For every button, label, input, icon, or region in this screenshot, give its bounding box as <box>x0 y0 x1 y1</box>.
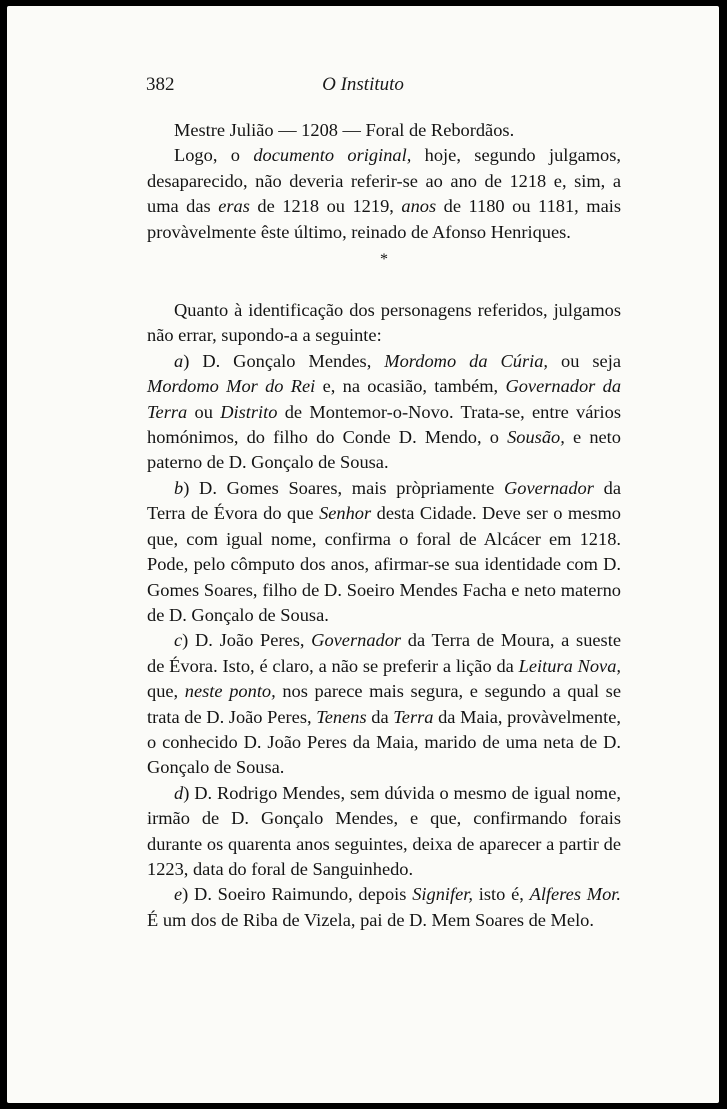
intro-line: Mestre Julião — 1208 — Foral de Rebordãos. <box>174 120 515 140</box>
text-run: isto é, <box>473 884 530 905</box>
page-body <box>147 118 621 933</box>
italic-run: Leitura Nova, <box>518 655 621 676</box>
text-run: ) D. Gomes Soares, mais pròpriamente <box>183 477 505 498</box>
italic-run: Alferes Mor. <box>529 884 621 905</box>
italic-run: Mordomo Mor do Rei <box>147 376 316 397</box>
text-run: que, <box>147 681 185 702</box>
text-run: nos parece mais segura, e segundo a qual se trata de D. João Peres, <box>147 681 621 727</box>
text-run: de Montemor-o-Novo. Trata-se, entre vários homónimos, do filho do Conde D. Mendo, o <box>147 401 621 448</box>
text-run: ) D. João Peres, <box>182 630 312 651</box>
text-run: da Terra de Moura, a sueste de Évora. Isto, é claro, a não se preferir a lição da <box>147 630 621 676</box>
text-run: e neto paterno de D. Gonçalo de Sousa. <box>147 427 621 473</box>
text-run: da Terra de Évora do que <box>147 477 621 524</box>
italic-run: Governador da Terra <box>147 376 622 422</box>
italic-run: d <box>174 782 184 803</box>
italic-run: Governador <box>311 630 402 651</box>
text-run: Quanto à identificação dos personagens referidos, julgamos não errar, supondo-a a seguinte: <box>147 300 621 346</box>
paragraph-item-a <box>147 349 621 476</box>
italic-run: e <box>174 884 183 905</box>
text-run: hoje, segundo julgamos, desaparecido, não deveria referir-se ao ano de 1218 e, sim, a uma das <box>147 145 621 217</box>
italic-run: Mordomo da Cúria, <box>384 350 549 371</box>
italic-run: Signifer, <box>412 884 473 905</box>
text-run: Logo, o <box>174 145 254 166</box>
italic-run: b <box>174 477 184 498</box>
italic-run: c <box>174 630 183 651</box>
text-run: ou seja <box>548 350 621 371</box>
text-run: desta Cidade. Deve ser o mesmo que, com igual nome, confirma o foral de Alcácer em 1218. Pode, pelo cômputo dos anos, afirmar-se sua identidade com D. Gomes Soares, filho de D. Soeiro Mendes Facha e neto materno de D. Gonçalo de Sousa. <box>147 503 621 625</box>
text-run: ) D. Gonçalo Mendes, <box>183 350 385 371</box>
paragraph-item-c <box>147 628 621 780</box>
italic-run: Terra <box>393 706 434 727</box>
italic-run: a <box>174 350 184 371</box>
paragraph-item-d <box>147 781 621 883</box>
italic-run: eras <box>218 196 250 217</box>
text-run: É um dos de Riba de Vizela, pai de D. Mem Soares de Melo. <box>147 909 594 930</box>
italic-run: Sousão, <box>507 427 565 448</box>
italic-run: Senhor <box>319 503 372 524</box>
text-run: ou <box>187 401 221 422</box>
running-header <box>7 74 719 98</box>
text-run: ) D. Rodrigo Mendes, sem dúvida o mesmo de igual nome, irmão de D. Gonçalo Mendes, e que, confirmando forais durante os quarenta anos seguintes, deixa de aparecer a partir de 1223, data do foral de Sanguinhedo. <box>147 782 621 879</box>
italic-run: neste ponto, <box>184 681 276 702</box>
text-run: e, na ocasião, também, <box>315 376 506 397</box>
section-separator: * <box>380 251 388 269</box>
paragraph-item-b <box>147 476 621 628</box>
book-page <box>7 6 719 1103</box>
text-run: ) D. Soeiro Raimundo, depois <box>182 884 413 905</box>
paragraph-logo <box>147 143 621 245</box>
running-title: O Instituto <box>322 74 404 95</box>
text-run: de 1180 ou 1181, mais provàvelmente êste último, reinado de Afonso Henriques. <box>147 196 622 242</box>
paragraph-quanto <box>147 298 621 349</box>
text-run: de 1218 ou 1219, <box>249 196 402 217</box>
italic-run: Distrito <box>220 401 278 422</box>
italic-run: documento original, <box>253 145 412 166</box>
italic-run: Governador <box>504 477 594 498</box>
text-run: da Maia, provàvelmente, o conhecido D. João Peres da Maia, marido de uma neta de D. Gonçalo de Sousa. <box>147 706 621 778</box>
page-number: 382 <box>146 74 175 95</box>
paragraph-item-e <box>147 882 621 933</box>
text-run: da <box>366 706 394 727</box>
italic-run: anos <box>401 196 437 217</box>
italic-run: Tenens <box>316 706 367 727</box>
